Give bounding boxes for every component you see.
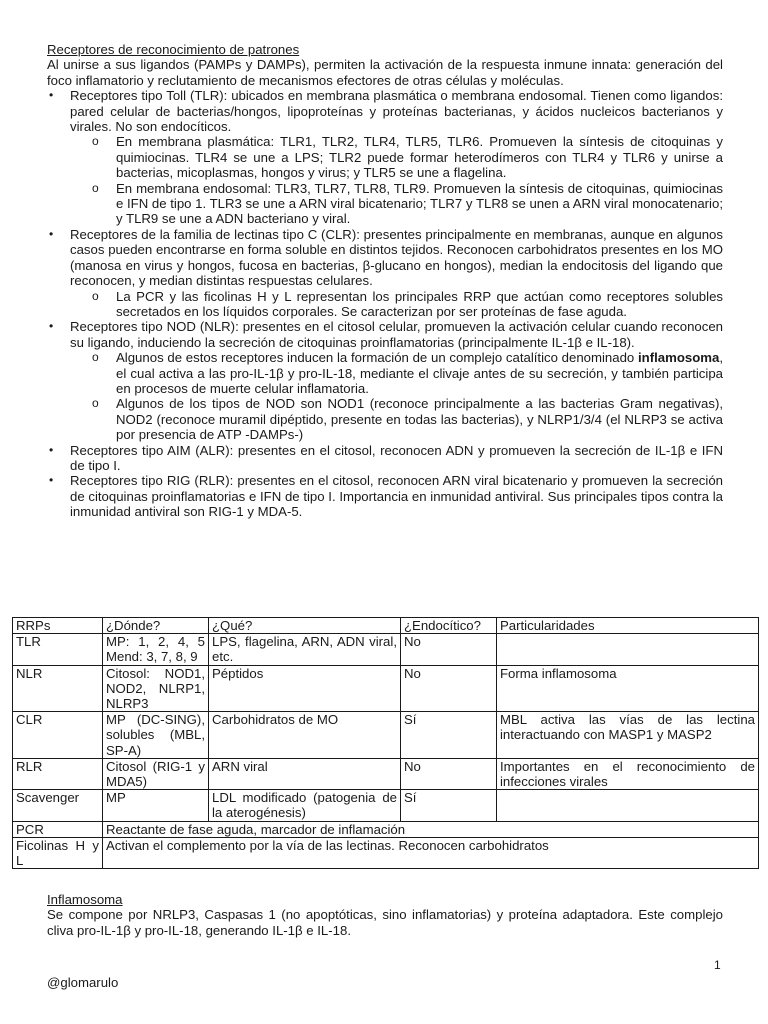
sub-bullet-icon: o	[92, 180, 99, 195]
bullet-icon: •	[49, 473, 54, 488]
list-item-rlr	[47, 473, 723, 519]
list-item-clr	[47, 227, 723, 319]
table-row	[13, 790, 759, 821]
table-cell: PCR	[13, 821, 103, 837]
sub-bullet-icon: o	[92, 396, 99, 411]
inflamosoma-title: Inflamosoma	[47, 892, 123, 907]
sub-item	[70, 396, 723, 442]
table-header-cell: ¿Qué?	[209, 618, 401, 634]
table-row	[13, 634, 759, 665]
sub-bullet-icon: o	[92, 350, 99, 365]
table-cell: MBL activa las vías de las lectina interactuando con MASP1 y MASP2	[497, 712, 759, 759]
table-cell: NLR	[13, 665, 103, 712]
table-cell: Activan el complemento por la vía de las lectinas. Reconocen carbohidratos	[103, 837, 759, 868]
table-header-cell: ¿Endocítico?	[401, 618, 497, 634]
table-cell: Citosol: NOD1, NOD2, NLRP1, NLRP3	[103, 665, 209, 712]
table-cell: Sí	[401, 790, 497, 821]
sub-bullet-icon: o	[92, 288, 99, 303]
table-cell: No	[401, 634, 497, 665]
rlr-text: Receptores tipo RIG (RLR): presentes en el citosol, reconocen ARN viral bicatenario y promueven la secreción de citoquinas proinflamatorias e IFN de tipo I. Importancia en inmunidad antiviral. Sus principales tipos contra la inmunidad antiviral son RIG-1 y MDA-5.	[70, 473, 723, 520]
sub-item	[70, 350, 723, 396]
tlr-sub2-text: En membrana endosomal: TLR3, TLR7, TLR8, TLR9. Promueven la síntesis de citoquinas, quimiocinas e IFN de tipo 1. TLR3 se une a ARN viral bicatenario; TLR7 y TLR8 se unen a ARN viral monocatenario; y TLR9 se une a ADN bacteriano y viral.	[116, 180, 723, 227]
sub-item	[70, 134, 723, 180]
clr-sub1-text: La PCR y las ficolinas H y L representan los principales RRP que actúan como receptores solubles secretados en los líquidos corporales. Se caracterizan por ser proteínas de fase aguda.	[116, 288, 723, 319]
table-cell: LDL modificado (patogenia de la aterogénesis)	[209, 790, 401, 821]
bullet-icon: •	[49, 226, 54, 241]
inflamosoma-term: inflamosoma	[637, 350, 720, 366]
table-cell: MP	[103, 790, 209, 821]
table-header-cell: ¿Dónde?	[103, 618, 209, 634]
tlr-sublist	[70, 134, 723, 226]
table-row	[13, 712, 759, 759]
sub-item	[70, 181, 723, 227]
table-cell	[497, 634, 759, 665]
table-cell: MP: 1, 2, 4, 5 Mend: 3, 7, 8, 9	[103, 634, 209, 665]
table-cell: MP (DC-SING), solubles (MBL, SP-A)	[103, 712, 209, 759]
table-row	[13, 821, 759, 837]
bullet-icon: •	[49, 319, 54, 334]
table-cell: Importantes en el reconocimiento de infecciones virales	[497, 758, 759, 789]
table-cell: No	[401, 758, 497, 789]
receptor-list	[47, 88, 723, 519]
nlr-text: Receptores tipo NOD (NLR): presentes en el citosol celular, promueven la activación celular cuando reconocen su ligando, induciendo la secreción de citoquinas proinflamatorias (principalmente IL-1β e IL-18).	[70, 319, 723, 350]
list-item-tlr	[47, 88, 723, 227]
table-header-cell: RRPs	[13, 618, 103, 634]
list-item-alr	[47, 443, 723, 474]
clr-text: Receptores de la familia de lectinas tipo C (CLR): presentes principalmente en membranas, aunque en algunos casos pueden encontrarse en forma soluble en distintos tejidos. Reconocen carbohidratos presentes en los MO (manosa en virus y hongos, fucosa en bacterias, β-glucano en hongos), median la endocitosis del ligando que reconocen, y median distintas respuestas celulares.	[70, 226, 723, 289]
tlr-text: Receptores tipo Toll (TLR): ubicados en membrana plasmática o membrana endosomal. Tienen como ligandos: pared celular de bacterias/hongos, lipoproteínas y proteínas bacterianas, y ácidos nucleicos bacterianos y virales. No son endocíticos.	[70, 88, 723, 135]
table-cell: ARN viral	[209, 758, 401, 789]
author-handle: @glomarulo	[47, 975, 119, 990]
page-number: 1	[714, 958, 721, 972]
nlr-sub2-text: Algunos de los tipos de NOD son NOD1 (reconoce principalmente a las bacterias Gram negativas), NOD2 (reconoce muramil dipéptido, presente en todas las bacterias), y NLRP1/3/4 (el NLRP3 se activa por presencia de ATP -DAMPs-)	[116, 396, 723, 443]
table-cell: Reactante de fase aguda, marcador de inflamación	[103, 821, 759, 837]
clr-sublist	[70, 289, 723, 320]
table-cell	[497, 790, 759, 821]
table-row	[13, 665, 759, 712]
table-header-row	[13, 618, 759, 634]
table-cell: Citosol (RIG-1 y MDA5)	[103, 758, 209, 789]
intro-paragraph: Al unirse a sus ligandos (PAMPs y DAMPs), permiten la activación de la respuesta inmune innata: generación del foco inflamatorio y reclutamiento de mecanismos efectores de otras células y moléculas.	[47, 57, 723, 88]
bullet-icon: •	[49, 442, 54, 457]
section-title: Receptores de reconocimiento de patrones	[47, 42, 300, 57]
table-cell: CLR	[13, 712, 103, 759]
bullet-icon: •	[49, 88, 54, 103]
table-cell: Scavenger	[13, 790, 103, 821]
table-row	[13, 758, 759, 789]
nlr-sub1-post: , el cual activa a las pro-IL-1β y pro-IL-18, mediante el clivaje antes de su secreción, y también participa en procesos de muerte celular inflamatoria.	[116, 350, 723, 396]
table-cell: Sí	[401, 712, 497, 759]
tlr-sub1-text: En membrana plasmática: TLR1, TLR2, TLR4, TLR5, TLR6. Promueven la síntesis de citoquinas y quimiocinas. TLR4 se une a LPS; TLR2 puede formar heterodímeros con TLR4 y TLR6 y unirse a bacterias, micoplasmas, hongos y virus; y TLR5 se une a flagelina.	[116, 134, 723, 181]
table-cell: Carbohidratos de MO	[209, 712, 401, 759]
table-cell: RLR	[13, 758, 103, 789]
table-cell: LPS, flagelina, ARN, ADN viral, etc.	[209, 634, 401, 665]
rrp-table	[12, 617, 759, 869]
inflamosoma-paragraph: Se compone por NRLP3, Caspasas 1 (no apoptóticas, sino inflamatorias) y proteína adaptadora. Este complejo cliva pro-IL-1β y pro-IL-18, generando IL-1β e IL-18.	[47, 907, 723, 938]
table-cell: Ficolinas H y L	[13, 837, 103, 868]
inflamosoma-section	[47, 892, 723, 938]
table-cell: Péptidos	[209, 665, 401, 712]
nlr-sub1-pre: Algunos de estos receptores inducen la formación de un complejo catalítico denominado	[116, 350, 638, 366]
table-cell: Forma inflamosoma	[497, 665, 759, 712]
alr-text: Receptores tipo AIM (ALR): presentes en el citosol, reconocen ADN y promueven la secreción de IL-1β e IFN de tipo I.	[70, 442, 723, 473]
main-content	[47, 42, 723, 520]
nlr-sublist	[70, 350, 723, 442]
table-cell: TLR	[13, 634, 103, 665]
table-header-cell: Particularidades	[497, 618, 759, 634]
table-cell: No	[401, 665, 497, 712]
sub-item	[70, 289, 723, 320]
table-row	[13, 837, 759, 868]
sub-bullet-icon: o	[92, 134, 99, 149]
list-item-nlr	[47, 319, 723, 442]
